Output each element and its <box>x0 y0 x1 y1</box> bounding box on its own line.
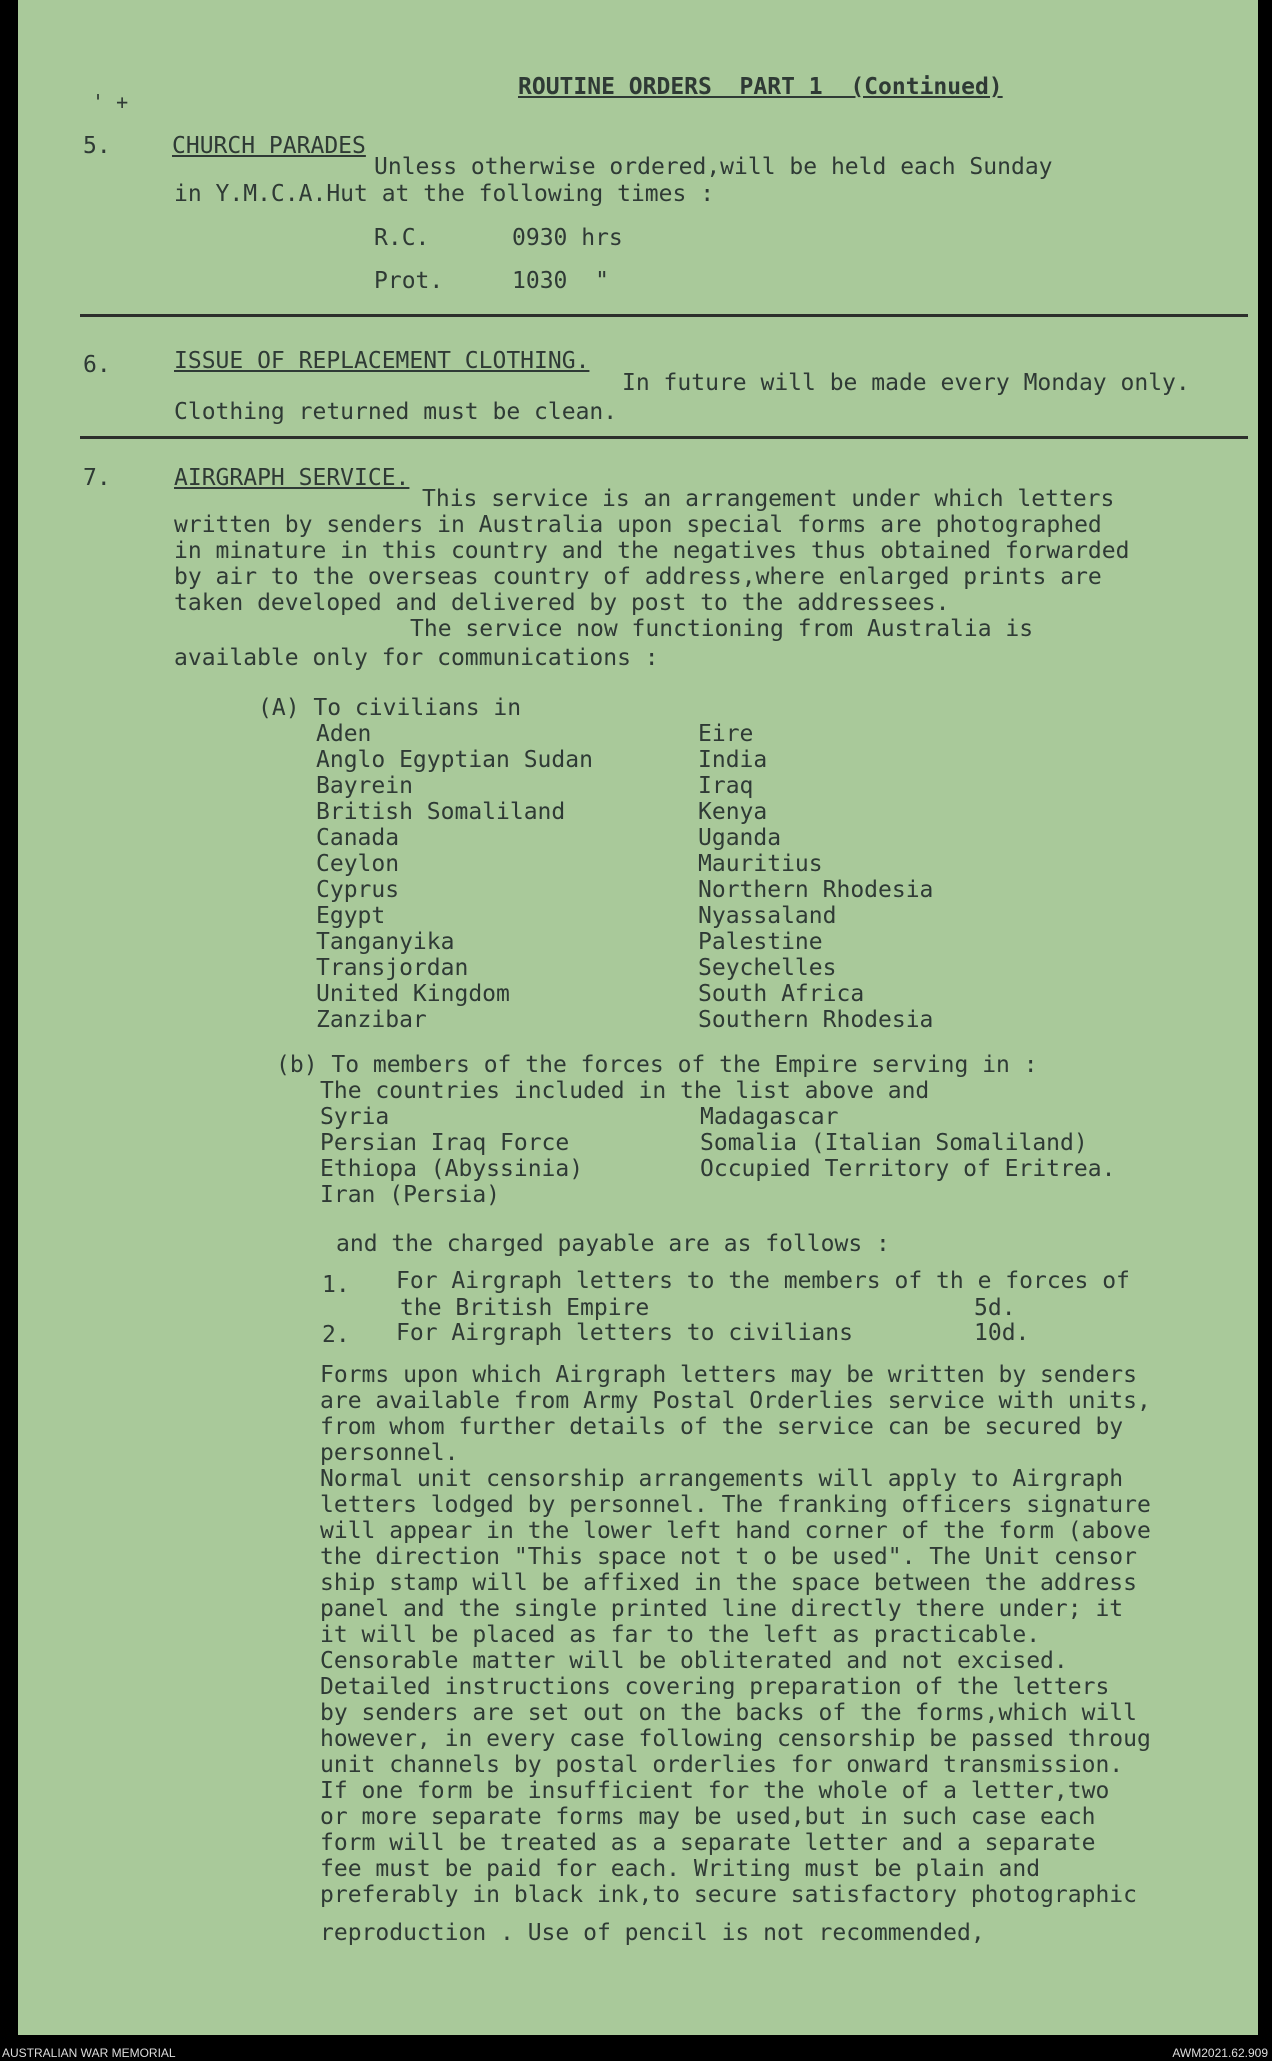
intro-line: available only for communications : <box>174 645 659 671</box>
country-item: Bayrein <box>316 773 413 799</box>
body-line: Censorable matter will be obliterated and not excised. <box>320 1648 1068 1674</box>
charge-text: For Airgraph letters to the members of th e forces of <box>396 1268 1130 1294</box>
country-item: Eire <box>698 721 754 747</box>
body-line: Normal unit censorship arrangements will apply to Airgraph <box>320 1466 1124 1492</box>
country-item: South Africa <box>698 981 865 1007</box>
charge-text: the British Empire <box>400 1295 650 1321</box>
body-line: If one form be insufficient for the whole of a letter,two <box>320 1778 1110 1804</box>
body-line: Forms upon which Airgraph letters may be written by senders <box>320 1362 1137 1388</box>
list-a-label: (A) To civilians in <box>258 695 522 721</box>
footer-credit: AUSTRALIAN WAR MEMORIAL <box>2 2046 176 2060</box>
body-line: preferably in black ink,to secure satisfactory photographic <box>320 1882 1137 1908</box>
body-line: it will be placed as far to the left as practicable. <box>320 1622 1041 1648</box>
country-item: Egypt <box>316 903 386 929</box>
charge-price: 10d. <box>974 1320 1030 1346</box>
country-item: Aden <box>316 721 372 747</box>
country-item: Madagascar <box>700 1104 839 1130</box>
country-item: Persian Iraq Force <box>320 1130 570 1156</box>
section-5-number: 5. <box>83 133 111 159</box>
country-item: Canada <box>316 825 400 851</box>
section-6-number: 6. <box>83 352 111 378</box>
list-b-label: (b) To members of the forces of the Empire serving in : <box>276 1052 1038 1078</box>
body-line: fee must be paid for each. Writing must be plain and <box>320 1856 1041 1882</box>
prot-label: Prot. <box>374 268 444 294</box>
country-item: Transjordan <box>316 955 469 981</box>
country-item: Palestine <box>698 929 823 955</box>
charge-number: 1. <box>322 1272 350 1298</box>
country-item: Syria <box>320 1104 390 1130</box>
section-7-heading: AIRGRAPH SERVICE. <box>174 465 410 491</box>
section-6-line1: In future will be made every Monday only. <box>622 370 1190 396</box>
charges-intro: and the charged payable are as follows : <box>336 1231 890 1257</box>
body-line: panel and the single printed line directly there under; it <box>320 1596 1124 1622</box>
body-line: ship stamp will be affixed in the space between the address <box>320 1570 1137 1596</box>
section-5-line2: in Y.M.C.A.Hut at the following times : <box>174 181 715 207</box>
body-line: are available from Army Postal Orderlies service with units, <box>320 1388 1151 1414</box>
country-item: Somalia (Italian Somaliland) <box>700 1130 1088 1156</box>
country-item: Northern Rhodesia <box>698 877 934 903</box>
body-line: or more separate forms may be used,but in such case each <box>320 1804 1096 1830</box>
section-5-line1: Unless otherwise ordered,will be held each Sunday <box>374 154 1053 180</box>
country-item: Cyprus <box>316 877 400 903</box>
body-line: letters lodged by personnel. The franking officers signature <box>320 1492 1151 1518</box>
country-item: Anglo Egyptian Sudan <box>316 747 593 773</box>
intro-line: in minature in this country and the negatives thus obtained forwarded <box>174 538 1130 564</box>
prot-time: 1030 " <box>512 268 609 294</box>
corner-mark: ' + <box>92 90 129 114</box>
body-line: the direction "This space not t o be used". The Unit censor <box>320 1544 1137 1570</box>
country-item: Seychelles <box>698 955 837 981</box>
country-item: Southern Rhodesia <box>698 1007 934 1033</box>
country-item: British Somaliland <box>316 799 566 825</box>
rc-time: 0930 hrs <box>512 225 623 251</box>
country-item: Kenya <box>698 799 768 825</box>
country-item: Occupied Territory of Eritrea. <box>700 1156 1116 1182</box>
body-line: by senders are set out on the backs of the forms,which will <box>320 1700 1137 1726</box>
body-line: from whom further details of the service can be secured by <box>320 1414 1124 1440</box>
country-item: Zanzibar <box>316 1007 427 1033</box>
intro-line: The service now functioning from Australia is <box>410 616 1034 642</box>
body-line: however, in every case following censorship be passed throug <box>320 1726 1151 1752</box>
country-item: Iraq <box>698 773 754 799</box>
intro-line: This service is an arrangement under which letters <box>422 486 1115 512</box>
country-item: Ceylon <box>316 851 400 877</box>
divider-2 <box>80 436 1248 439</box>
intro-line: taken developed and delivered by post to the addressees. <box>174 590 950 616</box>
intro-line: by air to the overseas country of address,where enlarged prints are <box>174 564 1102 590</box>
page-title: ROUTINE ORDERS PART 1 (Continued) <box>518 74 1003 100</box>
country-item: Uganda <box>698 825 782 851</box>
document-page <box>18 0 1258 2035</box>
charge-text: For Airgraph letters to civilians <box>396 1320 853 1346</box>
country-item: Iran (Persia) <box>320 1182 501 1208</box>
footer-accession: AWM2021.62.909 <box>1172 2046 1268 2060</box>
section-6-line2: Clothing returned must be clean. <box>174 399 618 425</box>
intro-line: written by senders in Australia upon special forms are photographed <box>174 512 1102 538</box>
list-b-intro: The countries included in the list above and <box>320 1078 930 1104</box>
section-6-heading: ISSUE OF REPLACEMENT CLOTHING. <box>174 348 590 374</box>
body-line: form will be treated as a separate letter and a separate <box>320 1830 1096 1856</box>
charge-price: 5d. <box>974 1295 1016 1321</box>
body-line: will appear in the lower left hand corner of the form (above <box>320 1518 1151 1544</box>
country-item: Tanganyika <box>316 929 455 955</box>
country-item: Ethiopa (Abyssinia) <box>320 1156 584 1182</box>
divider-1 <box>80 314 1248 317</box>
body-line: personnel. <box>320 1440 459 1466</box>
body-line: Detailed instructions covering preparation of the letters <box>320 1674 1110 1700</box>
section-5-heading: CHURCH PARADES <box>172 133 366 159</box>
section-7-number: 7. <box>83 465 111 491</box>
charge-number: 2. <box>322 1322 350 1348</box>
country-item: India <box>698 747 768 773</box>
country-item: United Kingdom <box>316 981 510 1007</box>
rc-label: R.C. <box>374 225 430 251</box>
country-item: Mauritius <box>698 851 823 877</box>
country-item: Nyassaland <box>698 903 837 929</box>
body-line: unit channels by postal orderlies for onward transmission. <box>320 1752 1124 1778</box>
body-line: reproduction . Use of pencil is not recommended, <box>320 1920 985 1946</box>
